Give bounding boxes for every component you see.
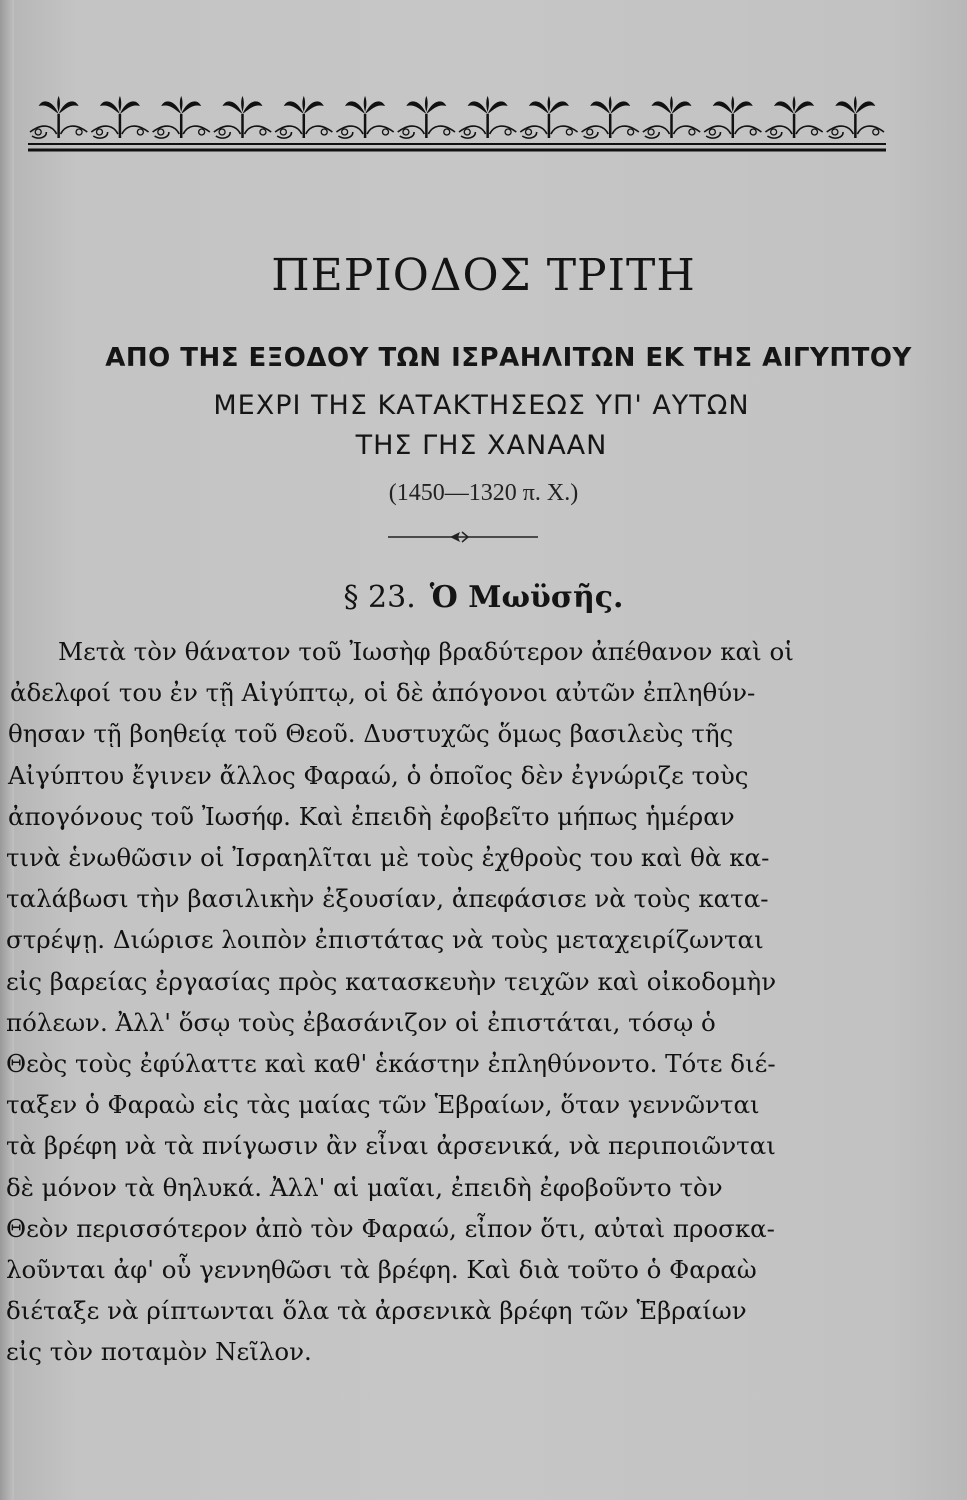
body-line: στρέψῃ. Διώρισε λοιπὸν ἐπιστάτας νὰ τοὺς μεταχειρίζωνται (6, 925, 764, 954)
body-line: Θεὸν περισσότερον ἀπὸ τὸν Φαραώ, εἶπον ὅτι, αὐταὶ προσκα- (6, 1214, 775, 1243)
floral-border-ornament (28, 92, 886, 160)
body-line: διέταξε νὰ ρίπτωνται ὅλα τὰ ἀρσενικὰ βρέφη τῶν Ἑβραίων (6, 1296, 747, 1325)
body-line: δὲ μόνον τὰ θηλυκά. Ἀλλ' αἱ μαῖαι, ἐπειδὴ ἐφοβοῦντο τὸν (6, 1173, 723, 1202)
subtitle-line-1: ΑΠΟ ΤΗΣ ΕΞΟΔΟΥ ΤΩΝ ΙΣΡΑΗΛΙΤΩΝ ΕΚ ΤΗΣ ΑΙΓΥΠΤΟΥ (105, 343, 912, 373)
flower-motif (704, 96, 761, 138)
flower-motif (214, 96, 271, 138)
flower-motif (30, 96, 87, 138)
flower-motif (765, 96, 822, 138)
flower-motif (336, 96, 393, 138)
flower-motif (643, 96, 700, 138)
body-line: Μετὰ τὸν θάνατον τοῦ Ἰωσὴφ βραδύτερον ἀπέθανον καὶ οἱ (58, 637, 794, 666)
flower-motif (582, 96, 639, 138)
flower-motif (91, 96, 148, 138)
section-heading (0, 580, 967, 615)
flower-motif (398, 96, 455, 138)
body-line: λοῦνται ἀφ' οὗ γεννηθῶσι τὰ βρέφη. Καὶ διὰ τοῦτο ὁ Φαραὼ (6, 1255, 757, 1284)
body-line: πόλεων. Ἀλλ' ὅσῳ τοὺς ἐβασάνιζον οἱ ἐπιστάται, τόσῳ ὁ (6, 1008, 716, 1037)
body-line: εἰς τὸν ποταμὸν Νεῖλον. (6, 1337, 312, 1366)
body-line: ταξεν ὁ Φαραὼ εἰς τὰς μαίας τῶν Ἑβραίων, ὅταν γεννῶνται (6, 1090, 760, 1119)
flower-motif (520, 96, 577, 138)
flower-motif (153, 96, 210, 138)
body-line: Αἰγύπτου ἔγινεν ἄλλος Φαραώ, ὁ ὁποῖος δὲν ἐγνώριζε τοὺς (8, 761, 749, 790)
body-line: ταλάβωσι τὴν βασιλικὴν ἐξουσίαν, ἀπεφάσισε νὰ τοὺς κατα- (6, 884, 769, 913)
subtitle-line-3: ΤΗΣ ΓΗΣ ΧΑΝΑΑΝ (355, 430, 608, 461)
body-line: Θεὸς τοὺς ἐφύλαττε καὶ καθ' ἑκάστην ἐπληθύνοντο. Τότε διέ- (6, 1049, 776, 1078)
body-line: ἀδελφοί του ἐν τῇ Αἰγύπτῳ, οἱ δὲ ἀπόγονοι αὐτῶν ἐπληθύν- (10, 678, 756, 707)
section-number: § 23. (343, 580, 416, 615)
flower-motif (275, 96, 332, 138)
body-line: θησαν τῇ βοηθείᾳ τοῦ Θεοῦ. Δυστυχῶς ὅμως βασιλεὺς τῆς (8, 719, 734, 748)
star-dash-divider (388, 530, 538, 544)
body-line: ἀπογόνους τοῦ Ἰωσήφ. Καὶ ἐπειδὴ ἐφοβεῖτο μήπως ἡμέραν (8, 802, 735, 831)
body-line: εἰς βαρείας ἐργασίας πρὸς κατασκευὴν τειχῶν καὶ οἰκοδομὴν (6, 967, 777, 996)
subtitle-line-2: ΜΕΧΡΙ ΤΗΣ ΚΑΤΑΚΤΗΣΕΩΣ ΥΠ' ΑΥΤΩΝ (213, 390, 750, 421)
body-line: τινὰ ἑνωθῶσιν οἱ Ἰσραηλῖται μὲ τοὺς ἐχθροὺς του καὶ θὰ κα- (6, 843, 770, 872)
page-title: ΠΕΡΙΟΔΟΣ ΤΡΙΤΗ (271, 250, 696, 301)
flower-motif (827, 96, 884, 138)
date-range: (1450—1320 π. Χ.) (388, 480, 579, 506)
section-name: Ὁ Μωϋσῆς. (429, 580, 624, 615)
body-line: τὰ βρέφη νὰ τὰ πνίγωσιν ἂν εἶναι ἀρσενικά, νὰ περιποιῶνται (6, 1131, 776, 1160)
flower-motif (459, 96, 516, 138)
